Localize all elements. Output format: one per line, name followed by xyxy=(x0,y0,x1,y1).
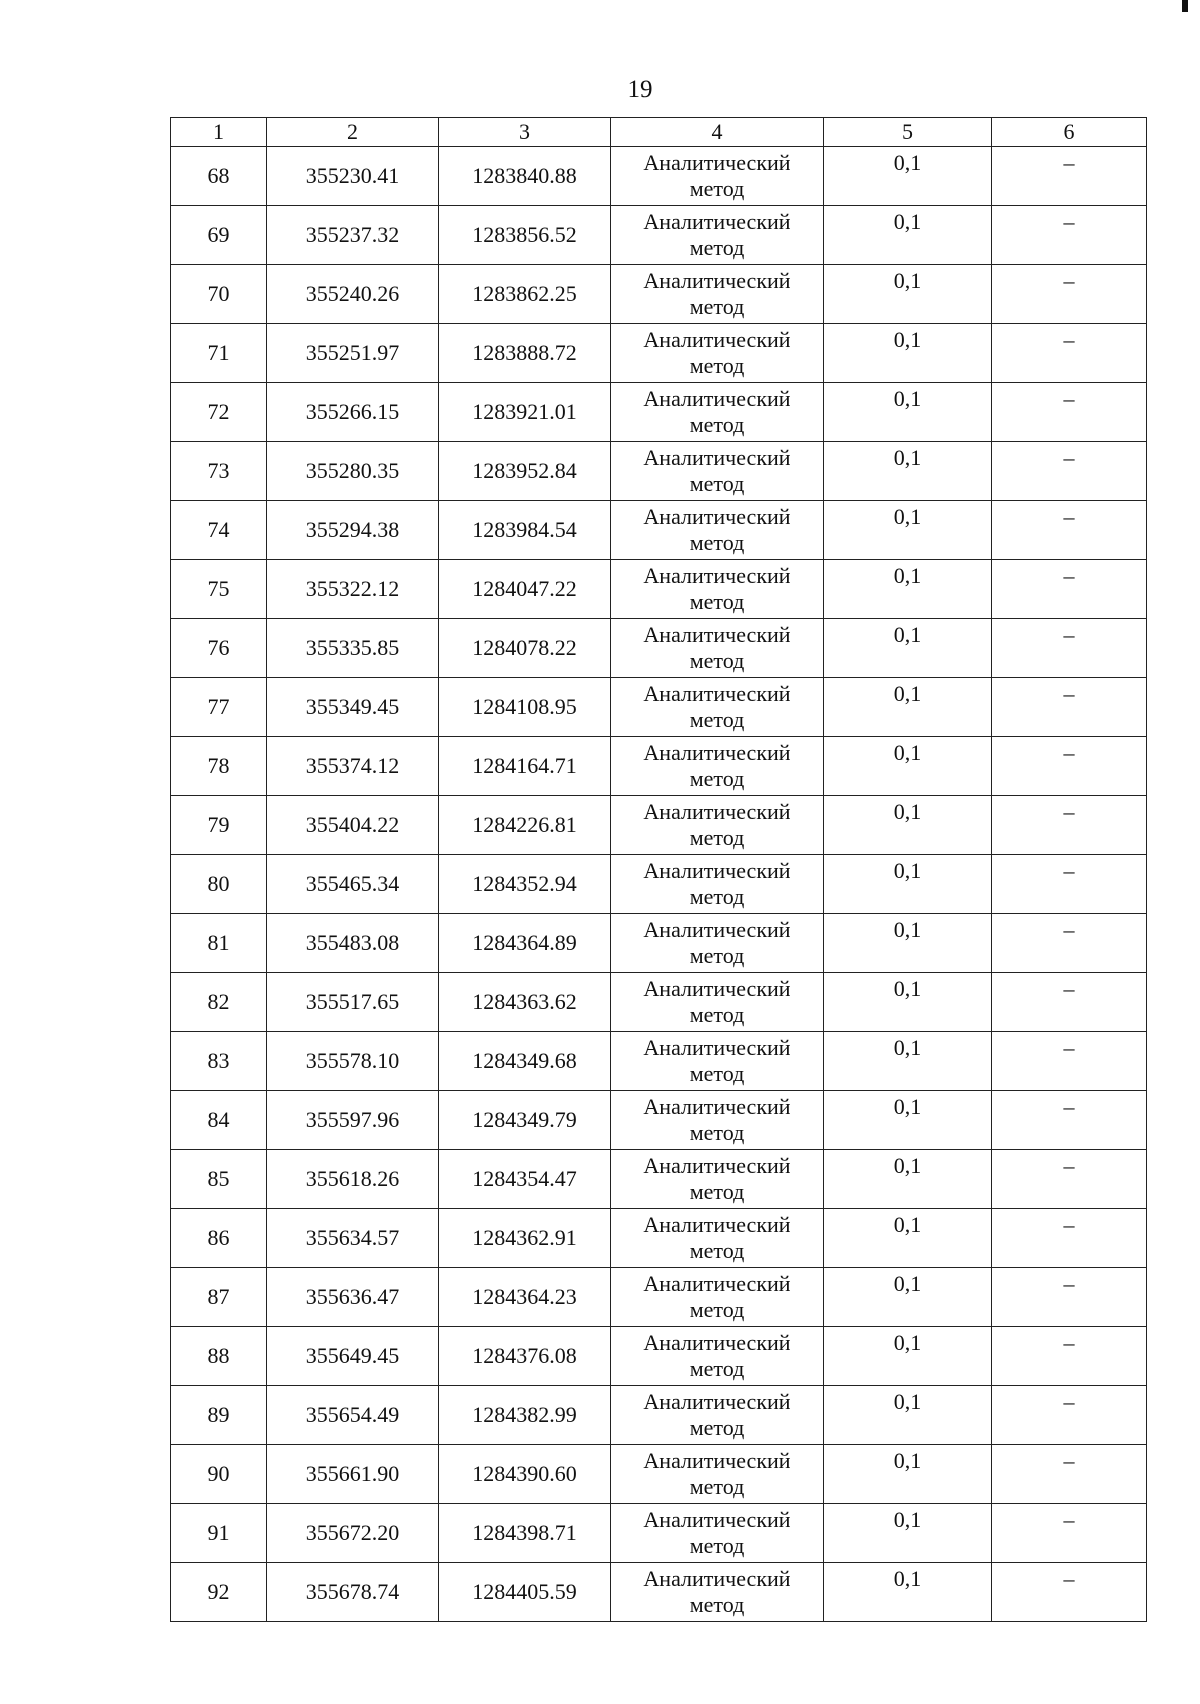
table-row xyxy=(171,973,1147,1032)
y-coordinate-cell: 1284362.91 xyxy=(439,1209,611,1268)
method-cell xyxy=(611,855,824,914)
y-coordinate-cell: 1283984.54 xyxy=(439,501,611,560)
method-cell xyxy=(611,973,824,1032)
point-number-cell: 86 xyxy=(171,1209,267,1268)
note-cell: – xyxy=(992,855,1147,914)
accuracy-cell: 0,1 xyxy=(824,737,992,796)
column-header-4: 4 xyxy=(611,118,824,147)
note-cell: – xyxy=(992,973,1147,1032)
y-coordinate-cell: 1284078.22 xyxy=(439,619,611,678)
x-coordinate-cell: 355374.12 xyxy=(267,737,439,796)
point-number-cell: 69 xyxy=(171,206,267,265)
point-number-cell: 78 xyxy=(171,737,267,796)
table-row xyxy=(171,1386,1147,1445)
point-number-cell: 77 xyxy=(171,678,267,737)
note-cell: – xyxy=(992,265,1147,324)
table-row xyxy=(171,1563,1147,1622)
note-cell: – xyxy=(992,1386,1147,1445)
column-header-6: 6 xyxy=(992,118,1147,147)
x-coordinate-cell: 355294.38 xyxy=(267,501,439,560)
method-cell xyxy=(611,914,824,973)
table-row xyxy=(171,619,1147,678)
method-cell xyxy=(611,383,824,442)
accuracy-cell: 0,1 xyxy=(824,206,992,265)
accuracy-cell: 0,1 xyxy=(824,1209,992,1268)
method-cell xyxy=(611,737,824,796)
point-number-cell: 88 xyxy=(171,1327,267,1386)
x-coordinate-cell: 355230.41 xyxy=(267,147,439,206)
method-cell xyxy=(611,1268,824,1327)
table-row xyxy=(171,855,1147,914)
method-cell xyxy=(611,1386,824,1445)
method-cell xyxy=(611,678,824,737)
y-coordinate-cell: 1283921.01 xyxy=(439,383,611,442)
y-coordinate-cell: 1284364.89 xyxy=(439,914,611,973)
accuracy-cell: 0,1 xyxy=(824,914,992,973)
x-coordinate-cell: 355618.26 xyxy=(267,1150,439,1209)
table-row xyxy=(171,1150,1147,1209)
method-cell xyxy=(611,1032,824,1091)
method-cell xyxy=(611,619,824,678)
point-number-cell: 92 xyxy=(171,1563,267,1622)
table-row xyxy=(171,147,1147,206)
table-row xyxy=(171,1032,1147,1091)
method-text: Аналитический метод xyxy=(643,1212,791,1263)
table-row xyxy=(171,560,1147,619)
y-coordinate-cell: 1283840.88 xyxy=(439,147,611,206)
note-cell: – xyxy=(992,796,1147,855)
method-cell xyxy=(611,796,824,855)
scan-edge-mark xyxy=(1182,0,1188,12)
point-number-cell: 72 xyxy=(171,383,267,442)
page-number: 19 xyxy=(627,76,653,103)
table-row xyxy=(171,501,1147,560)
accuracy-cell: 0,1 xyxy=(824,501,992,560)
x-coordinate-cell: 355266.15 xyxy=(267,383,439,442)
point-number-cell: 85 xyxy=(171,1150,267,1209)
method-text: Аналитический метод xyxy=(643,681,791,732)
method-cell xyxy=(611,442,824,501)
point-number-cell: 68 xyxy=(171,147,267,206)
x-coordinate-cell: 355483.08 xyxy=(267,914,439,973)
method-cell xyxy=(611,324,824,383)
y-coordinate-cell: 1283856.52 xyxy=(439,206,611,265)
accuracy-cell: 0,1 xyxy=(824,796,992,855)
accuracy-cell: 0,1 xyxy=(824,1032,992,1091)
accuracy-cell: 0,1 xyxy=(824,855,992,914)
method-text: Аналитический метод xyxy=(643,327,791,378)
point-number-cell: 76 xyxy=(171,619,267,678)
column-header-5: 5 xyxy=(824,118,992,147)
table-row xyxy=(171,1091,1147,1150)
note-cell: – xyxy=(992,619,1147,678)
accuracy-cell: 0,1 xyxy=(824,147,992,206)
accuracy-cell: 0,1 xyxy=(824,678,992,737)
method-cell xyxy=(611,1150,824,1209)
method-text: Аналитический метод xyxy=(643,504,791,555)
method-text: Аналитический метод xyxy=(643,622,791,673)
x-coordinate-cell: 355322.12 xyxy=(267,560,439,619)
column-header-3: 3 xyxy=(439,118,611,147)
note-cell: – xyxy=(992,560,1147,619)
x-coordinate-cell: 355237.32 xyxy=(267,206,439,265)
method-text: Аналитический метод xyxy=(643,917,791,968)
note-cell: – xyxy=(992,147,1147,206)
accuracy-cell: 0,1 xyxy=(824,1150,992,1209)
accuracy-cell: 0,1 xyxy=(824,1327,992,1386)
note-cell: – xyxy=(992,1032,1147,1091)
column-header-1: 1 xyxy=(171,118,267,147)
table-row xyxy=(171,796,1147,855)
point-number-cell: 83 xyxy=(171,1032,267,1091)
point-number-cell: 81 xyxy=(171,914,267,973)
x-coordinate-cell: 355335.85 xyxy=(267,619,439,678)
note-cell: – xyxy=(992,1209,1147,1268)
method-text: Аналитический метод xyxy=(643,1035,791,1086)
y-coordinate-cell: 1284349.68 xyxy=(439,1032,611,1091)
note-cell: – xyxy=(992,914,1147,973)
point-number-cell: 70 xyxy=(171,265,267,324)
table-row xyxy=(171,914,1147,973)
accuracy-cell: 0,1 xyxy=(824,560,992,619)
point-number-cell: 80 xyxy=(171,855,267,914)
point-number-cell: 74 xyxy=(171,501,267,560)
x-coordinate-cell: 355240.26 xyxy=(267,265,439,324)
accuracy-cell: 0,1 xyxy=(824,1268,992,1327)
table-row xyxy=(171,1268,1147,1327)
accuracy-cell: 0,1 xyxy=(824,1563,992,1622)
method-cell xyxy=(611,147,824,206)
accuracy-cell: 0,1 xyxy=(824,1445,992,1504)
method-text: Аналитический метод xyxy=(643,740,791,791)
accuracy-cell: 0,1 xyxy=(824,383,992,442)
method-cell xyxy=(611,1209,824,1268)
table-row xyxy=(171,1504,1147,1563)
y-coordinate-cell: 1283888.72 xyxy=(439,324,611,383)
point-number-cell: 73 xyxy=(171,442,267,501)
method-text: Аналитический метод xyxy=(643,563,791,614)
y-coordinate-cell: 1284226.81 xyxy=(439,796,611,855)
accuracy-cell: 0,1 xyxy=(824,265,992,324)
y-coordinate-cell: 1284354.47 xyxy=(439,1150,611,1209)
x-coordinate-cell: 355661.90 xyxy=(267,1445,439,1504)
y-coordinate-cell: 1284405.59 xyxy=(439,1563,611,1622)
y-coordinate-cell: 1284390.60 xyxy=(439,1445,611,1504)
note-cell: – xyxy=(992,678,1147,737)
x-coordinate-cell: 355349.45 xyxy=(267,678,439,737)
method-cell xyxy=(611,1563,824,1622)
y-coordinate-cell: 1283862.25 xyxy=(439,265,611,324)
note-cell: – xyxy=(992,501,1147,560)
accuracy-cell: 0,1 xyxy=(824,1386,992,1445)
x-coordinate-cell: 355280.35 xyxy=(267,442,439,501)
note-cell: – xyxy=(992,1504,1147,1563)
accuracy-cell: 0,1 xyxy=(824,973,992,1032)
method-text: Аналитический метод xyxy=(643,445,791,496)
x-coordinate-cell: 355672.20 xyxy=(267,1504,439,1563)
accuracy-cell: 0,1 xyxy=(824,442,992,501)
table-row xyxy=(171,1209,1147,1268)
note-cell: – xyxy=(992,1445,1147,1504)
method-text: Аналитический метод xyxy=(643,1330,791,1381)
note-cell: – xyxy=(992,442,1147,501)
method-text: Аналитический метод xyxy=(643,1271,791,1322)
note-cell: – xyxy=(992,1327,1147,1386)
point-number-cell: 89 xyxy=(171,1386,267,1445)
y-coordinate-cell: 1284363.62 xyxy=(439,973,611,1032)
table-row xyxy=(171,442,1147,501)
note-cell: – xyxy=(992,206,1147,265)
table-row xyxy=(171,678,1147,737)
note-cell: – xyxy=(992,1150,1147,1209)
table-row xyxy=(171,1445,1147,1504)
method-cell xyxy=(611,1091,824,1150)
y-coordinate-cell: 1284349.79 xyxy=(439,1091,611,1150)
accuracy-cell: 0,1 xyxy=(824,619,992,678)
table-row xyxy=(171,383,1147,442)
table-header-row xyxy=(171,118,1147,147)
x-coordinate-cell: 355251.97 xyxy=(267,324,439,383)
y-coordinate-cell: 1284352.94 xyxy=(439,855,611,914)
method-cell xyxy=(611,206,824,265)
note-cell: – xyxy=(992,1268,1147,1327)
method-cell xyxy=(611,1445,824,1504)
method-text: Аналитический метод xyxy=(643,268,791,319)
point-number-cell: 90 xyxy=(171,1445,267,1504)
point-number-cell: 82 xyxy=(171,973,267,1032)
x-coordinate-cell: 355636.47 xyxy=(267,1268,439,1327)
accuracy-cell: 0,1 xyxy=(824,1091,992,1150)
coordinates-table xyxy=(170,117,1147,1622)
note-cell: – xyxy=(992,737,1147,796)
column-header-2: 2 xyxy=(267,118,439,147)
y-coordinate-cell: 1283952.84 xyxy=(439,442,611,501)
method-text: Аналитический метод xyxy=(643,1566,791,1617)
method-cell xyxy=(611,560,824,619)
y-coordinate-cell: 1284047.22 xyxy=(439,560,611,619)
method-cell xyxy=(611,1504,824,1563)
method-text: Аналитический метод xyxy=(643,1448,791,1499)
table-row xyxy=(171,265,1147,324)
method-text: Аналитический метод xyxy=(643,1507,791,1558)
y-coordinate-cell: 1284382.99 xyxy=(439,1386,611,1445)
table-row xyxy=(171,324,1147,383)
x-coordinate-cell: 355404.22 xyxy=(267,796,439,855)
x-coordinate-cell: 355654.49 xyxy=(267,1386,439,1445)
table-row xyxy=(171,206,1147,265)
x-coordinate-cell: 355517.65 xyxy=(267,973,439,1032)
point-number-cell: 91 xyxy=(171,1504,267,1563)
table-row xyxy=(171,1327,1147,1386)
method-text: Аналитический метод xyxy=(643,386,791,437)
note-cell: – xyxy=(992,1563,1147,1622)
method-text: Аналитический метод xyxy=(643,1153,791,1204)
method-text: Аналитический метод xyxy=(643,799,791,850)
point-number-cell: 75 xyxy=(171,560,267,619)
method-cell xyxy=(611,1327,824,1386)
y-coordinate-cell: 1284376.08 xyxy=(439,1327,611,1386)
accuracy-cell: 0,1 xyxy=(824,324,992,383)
x-coordinate-cell: 355649.45 xyxy=(267,1327,439,1386)
table-row xyxy=(171,737,1147,796)
x-coordinate-cell: 355578.10 xyxy=(267,1032,439,1091)
x-coordinate-cell: 355597.96 xyxy=(267,1091,439,1150)
method-cell xyxy=(611,265,824,324)
note-cell: – xyxy=(992,383,1147,442)
y-coordinate-cell: 1284398.71 xyxy=(439,1504,611,1563)
table-body xyxy=(171,147,1147,1622)
method-cell xyxy=(611,501,824,560)
x-coordinate-cell: 355465.34 xyxy=(267,855,439,914)
accuracy-cell: 0,1 xyxy=(824,1504,992,1563)
method-text: Аналитический метод xyxy=(643,150,791,201)
y-coordinate-cell: 1284164.71 xyxy=(439,737,611,796)
y-coordinate-cell: 1284108.95 xyxy=(439,678,611,737)
x-coordinate-cell: 355634.57 xyxy=(267,1209,439,1268)
method-text: Аналитический метод xyxy=(643,209,791,260)
point-number-cell: 84 xyxy=(171,1091,267,1150)
point-number-cell: 79 xyxy=(171,796,267,855)
method-text: Аналитический метод xyxy=(643,1094,791,1145)
x-coordinate-cell: 355678.74 xyxy=(267,1563,439,1622)
point-number-cell: 71 xyxy=(171,324,267,383)
method-text: Аналитический метод xyxy=(643,858,791,909)
method-text: Аналитический метод xyxy=(643,976,791,1027)
note-cell: – xyxy=(992,324,1147,383)
y-coordinate-cell: 1284364.23 xyxy=(439,1268,611,1327)
point-number-cell: 87 xyxy=(171,1268,267,1327)
note-cell: – xyxy=(992,1091,1147,1150)
method-text: Аналитический метод xyxy=(643,1389,791,1440)
